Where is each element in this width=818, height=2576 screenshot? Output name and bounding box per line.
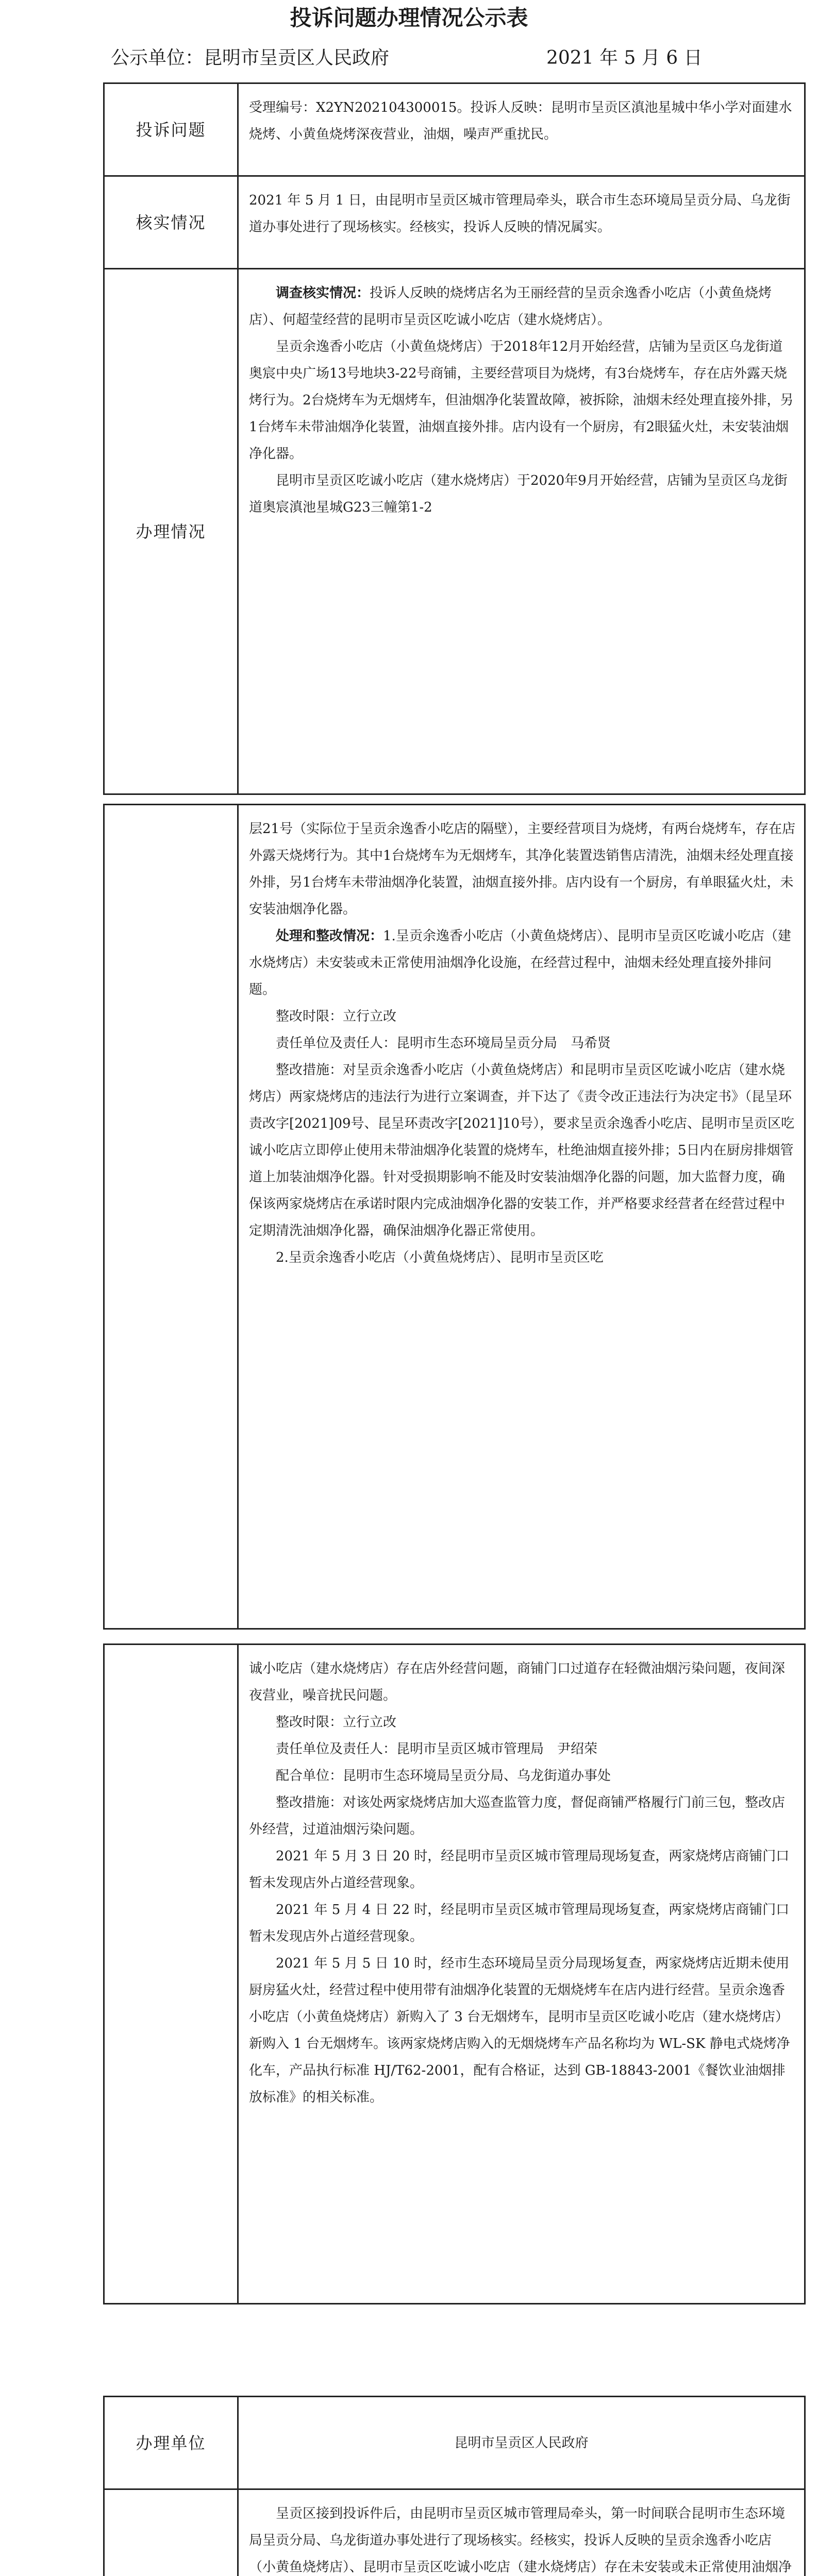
verify-label: 核实情况: [104, 176, 238, 269]
effect-cell: [238, 2489, 805, 2576]
handling-cell-3-blank: [104, 1645, 238, 2304]
rectification-paragraph: [249, 923, 796, 1003]
verify-text: 2021 年 5 月 1 日，由昆明市呈贡区城市管理局牵头，联合市生态环境局呈贡分局、乌龙街道办事处进行了现场核实。经核实，投诉人反映的情况属实。: [249, 193, 791, 235]
publish-date: 2021 年 5 月 6 日: [546, 47, 703, 69]
complaint-cell: [238, 83, 805, 176]
handling-cell-2: [238, 805, 805, 1629]
handling-para-15: 2021 年 5 月 3 日 20 时，经昆明市呈贡区城市管理局现场复查，两家烧烤店商铺门口暂未发现店外占道经营现象。: [249, 1849, 790, 1891]
handling-para-9: 2.呈贡余逸香小吃店（小黄鱼烧烤店）、昆明市呈贡区吃: [276, 1250, 604, 1265]
handling-label: 办理情况: [104, 269, 238, 794]
handling-para-16: 2021 年 5 月 4 日 22 时，经昆明市呈贡区城市管理局现场复查，两家烧烤店商铺门口暂未发现店外占道经营现象。: [249, 1902, 790, 1944]
handling-para-14: 整改措施：对该处两家烧烤店加大巡查监管力度，督促商铺严格履行门前三包，整改店外经营，过道油烟污染问题。: [249, 1795, 786, 1837]
verify-cell: [238, 176, 805, 269]
rectification-text: 1.呈贡余逸香小吃店（小黄鱼烧烤店）、昆明市呈贡区吃诚小吃店（建水烧烤店）未安装或未正常使用油烟净化设施，在经营过程中，油烟未经处理直接外排问题。: [249, 928, 791, 997]
handling-para-8: 整改措施：对呈贡余逸香小吃店（小黄鱼烧烤店）和昆明市呈贡区吃诚小吃店（建水烧烤店）两家烧烤店的违法行为进行立案调查，并下达了《责令改正违法行为决定书》（昆呈环责改字[2021]09号、昆呈环责改字[2021]10号），要求呈贡余逸香小吃店、昆明市呈贡区吃诚小吃店立即停止使用未带油烟净化装置的烧烤车，杜绝油烟直接外排；5日内在厨房排烟管道上加装油烟净化器。针对受损期影响不能及时安装油烟净化器的问题，加大监督力度，确保该两家烧烤店在承诺时限内完成油烟净化器的安装工作，并严格要求经营者在经营过程中定期清洗油烟净化器，确保油烟净化器正常使用。: [249, 1062, 795, 1239]
effect-para-1: 呈贡区接到投诉件后，由昆明市呈贡区城市管理局牵头，第一时间联合昆明市生态环境局呈贡分局、乌龙街道办事处进行了现场核实。经核实，投诉人反映的呈贡余逸香小吃店（小黄鱼烧烤店）、昆明市呈贡区吃诚小吃店（建水烧烤店）存在未安装或未正常使用油烟净: [249, 2506, 792, 2575]
effect-label: [104, 2489, 238, 2576]
handling-cell-2-blank: [104, 805, 238, 1629]
handling-para-17: 2021 年 5 月 5 日 10 时，经市生态环境局呈贡分局现场复查，两家烧烤店近期未使用厨房猛火灶，经营过程中使用带有油烟净化装置的无烟烧烤车在店内进行经营。呈贡余逸香小吃店（小黄鱼烧烤店）新购入了 3 台无烟烤车，昆明市呈贡区吃诚小吃店（建水烧烤店）新购入 1 台无烟烤车。该两家烧烤店购入的无烟烧烤车产品名称均为 WL-SK 静电式烧烤净化车，产品执行标准 HJ/T62-2001，配有合格证，达到 GB-18843-2001《餐饮业油烟排放标准》的相关标准。: [249, 1956, 790, 2105]
main-table-part-1: [103, 82, 806, 795]
handling-para-2: 呈贡余逸香小吃店（小黄鱼烧烤店）于2018年12月开始经营，店铺为呈贡区乌龙街道奥宸中央广场13号地块3-22号商铺，主要经营项目为烧烤，有3台烧烤车，存在店外露天烧烤行为。2台烧烤车为无烟烤车，但油烟净化装置故障，被拆除，油烟未经处理直接外排，另1台烤车未带油烟净化装置，油烟直接外排。店内设有一个厨房，有2眼猛火灶，未安装油烟净化器。: [249, 339, 794, 462]
complaint-text: 受理编号：X2YN202104300015。投诉人反映：昆明市呈贡区滇池星城中华小学对面建水烧烤、小黄鱼烧烤深夜营业，油烟，噪声严重扰民。: [249, 100, 792, 142]
handling-para-7: 责任单位及责任人：昆明市生态环境局呈贡分局 马希贤: [276, 1036, 611, 1051]
handling-cell-3: [238, 1645, 805, 2304]
unit-value: 昆明市呈贡区人民政府: [238, 2397, 805, 2489]
publisher-unit: 公示单位：昆明市呈贡区人民政府: [111, 47, 390, 69]
page-title: 投诉问题办理情况公示表: [290, 5, 528, 30]
complaint-label: 投诉问题: [104, 83, 238, 176]
summary-table: [103, 2396, 806, 2576]
investigation-text: 投诉人反映的烧烤店名为王丽经营的呈贡余逸香小吃店（小黄鱼烧烤店）、何超莹经营的昆明市呈贡区吃诚小吃店（建水烧烤店）。: [249, 285, 772, 328]
investigation-heading: 调查核实情况：: [276, 285, 370, 301]
handling-cell-1: [238, 269, 805, 794]
main-table-part-3: [103, 1643, 806, 2304]
handling-para-10: 诚小吃店（建水烧烤店）存在店外经营问题，商铺门口过道存在轻微油烟污染问题，夜间深夜营业，噪音扰民问题。: [249, 1661, 786, 1703]
unit-label: 办理单位: [104, 2397, 238, 2489]
main-table-part-2: [103, 804, 806, 1630]
handling-para-12: 责任单位及责任人：昆明市呈贡区城市管理局 尹绍荣: [276, 1741, 598, 1757]
handling-para-6: 整改时限：立行立改: [276, 1009, 397, 1024]
handling-para-13: 配合单位：昆明市生态环境局呈贡分局、乌龙街道办事处: [276, 1768, 611, 1784]
investigation-paragraph: [249, 280, 796, 333]
handling-para-3: 昆明市呈贡区吃诚小吃店（建水烧烤店）于2020年9月开始经营，店铺为呈贡区乌龙街道奥宸滇池星城G23三幢第1-2: [249, 473, 788, 515]
handling-para-4: 层21号（实际位于呈贡余逸香小吃店的隔壁），主要经营项目为烧烤，有两台烧烤车，存在店外露天烧烤行为。其中1台烧烤车为无烟烤车，其净化装置迭销售店清洗，油烟未经处理直接外排，另1台烤车未带油烟净化装置，油烟直接外排。店内设有一个厨房，有单眼猛火灶，未安装油烟净化器。: [249, 821, 796, 917]
handling-para-11: 整改时限：立行立改: [276, 1715, 397, 1730]
rectification-heading: 处理和整改情况：: [276, 928, 383, 944]
